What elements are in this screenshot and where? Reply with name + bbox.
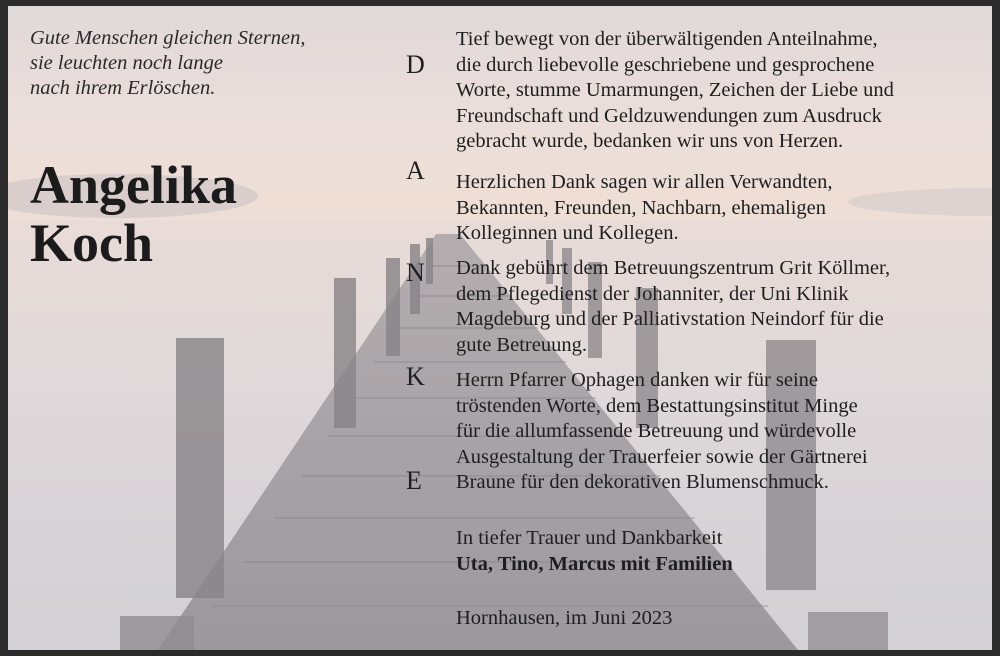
deceased-name — [30, 156, 237, 272]
text-line: Bekannten, Freunden, Nachbarn, ehemaligen — [456, 196, 827, 219]
text-line: Magdeburg und der Palliativstation Neindorf für die — [456, 308, 884, 330]
thanks-paragraph-3 — [456, 256, 890, 358]
thanks-paragraph-2 — [456, 170, 832, 247]
text-line: Herzlichen Dank sagen wir allen Verwandten, — [456, 171, 833, 193]
first-name: Angelika — [30, 155, 238, 215]
obituary-card — [8, 6, 992, 650]
quote-line: nach ihrem Erlöschen. — [30, 77, 216, 99]
text-line: Braune für den dekorativen Blumenschmuck. — [456, 471, 829, 493]
text-line: Tief bewegt von der überwältigenden Anteilnahme, — [456, 28, 878, 50]
text-line: Herrn Pfarrer Ophagen danken wir für seine — [456, 369, 819, 391]
danke-letter-a: A — [406, 156, 425, 185]
thanks-paragraph-4 — [456, 368, 868, 496]
text-line: Kolleginnen und Kollegen. — [456, 222, 679, 244]
thanks-paragraph-1 — [456, 27, 894, 155]
danke-letter-n: N — [406, 258, 425, 287]
text-line: tröstenden Worte, dem Bestattungsinstitut Minge — [456, 394, 858, 417]
text-line: Worte, stumme Umarmungen, Zeichen der Liebe und — [456, 79, 894, 101]
last-name: Koch — [30, 213, 154, 273]
text-line: Dank gebührt dem Betreuungszentrum Grit Köllmer, — [456, 257, 891, 279]
closing-line: In tiefer Trauer und Dankbarkeit — [456, 527, 723, 549]
family-signature: Uta, Tino, Marcus mit Familien — [456, 553, 733, 575]
quote-line: sie leuchten noch lange — [30, 52, 223, 74]
danke-letter-e: E — [406, 466, 422, 495]
text-line: Ausgestaltung der Trauerfeier sowie der Gärtnerei — [456, 445, 868, 468]
text-line: Freundschaft und Geldzuwendungen zum Ausdruck — [456, 104, 882, 127]
text-line: dem Pflegedienst der Johanniter, der Uni Klinik — [456, 282, 849, 305]
danke-letter-k: K — [406, 362, 425, 391]
text-line: gute Betreuung. — [456, 333, 587, 356]
quote-line: Gute Menschen gleichen Sternen, — [30, 27, 306, 49]
text-line: die durch liebevolle geschriebene und gesprochene — [456, 53, 875, 76]
memorial-quote — [30, 26, 306, 101]
text-line: gebracht wurde, bedanken wir uns von Herzen. — [456, 130, 844, 152]
danke-letter-d: D — [406, 50, 425, 79]
place-and-date: Hornhausen, im Juni 2023 — [456, 607, 673, 629]
text-line: für die allumfassende Betreuung und würdevolle — [456, 420, 857, 442]
